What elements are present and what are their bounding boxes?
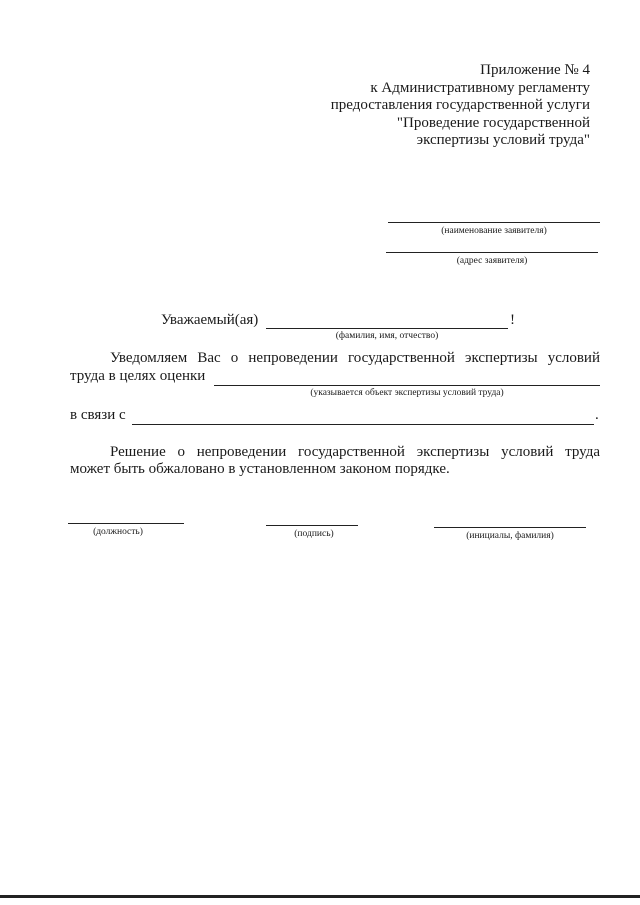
full-name-caption: (фамилия, имя, отчество) bbox=[335, 331, 439, 341]
header-line-2: к Административному регламенту bbox=[370, 79, 590, 96]
initials-line bbox=[434, 527, 586, 528]
reason-end: . bbox=[595, 407, 599, 423]
notice-line-2-prefix: труда в целях оценки bbox=[70, 368, 206, 384]
applicant-name-caption: (наименование заявителя) bbox=[441, 226, 547, 236]
signature-line bbox=[266, 525, 358, 526]
applicant-name-line bbox=[388, 222, 600, 223]
salutation-label: Уважаемый(ая) bbox=[161, 312, 259, 328]
full-name-line bbox=[266, 328, 508, 329]
appendix-header bbox=[290, 62, 590, 150]
header-line-1: Приложение № 4 bbox=[480, 62, 590, 78]
applicant-address-line bbox=[386, 252, 598, 253]
appeal-line-1: Решение о непроведении государственной экспертизы условий труда bbox=[110, 444, 600, 460]
position-line bbox=[68, 523, 184, 524]
salutation-exclamation: ! bbox=[510, 312, 515, 328]
initials-caption: (инициалы, фамилия) bbox=[466, 531, 554, 541]
appeal-line-2: может быть обжаловано в установленном законом порядке. bbox=[70, 461, 450, 477]
assessment-object-caption: (указывается объект экспертизы условий труда) bbox=[310, 388, 504, 398]
scan-bottom-edge bbox=[0, 895, 640, 898]
reason-prefix: в связи с bbox=[70, 407, 126, 423]
position-caption: (должность) bbox=[93, 527, 143, 537]
reason-line bbox=[132, 424, 594, 425]
signature-caption: (подпись) bbox=[294, 529, 334, 539]
header-line-4: "Проведение государственной bbox=[396, 114, 590, 131]
notice-line-1: Уведомляем Вас о непроведении государственной экспертизы условий bbox=[110, 350, 600, 366]
header-line-5: экспертизы условий труда" bbox=[416, 132, 590, 148]
header-line-3: предоставления государственной услуги bbox=[330, 97, 590, 113]
applicant-address-caption: (адрес заявителя) bbox=[456, 256, 528, 266]
assessment-object-line bbox=[214, 385, 600, 386]
